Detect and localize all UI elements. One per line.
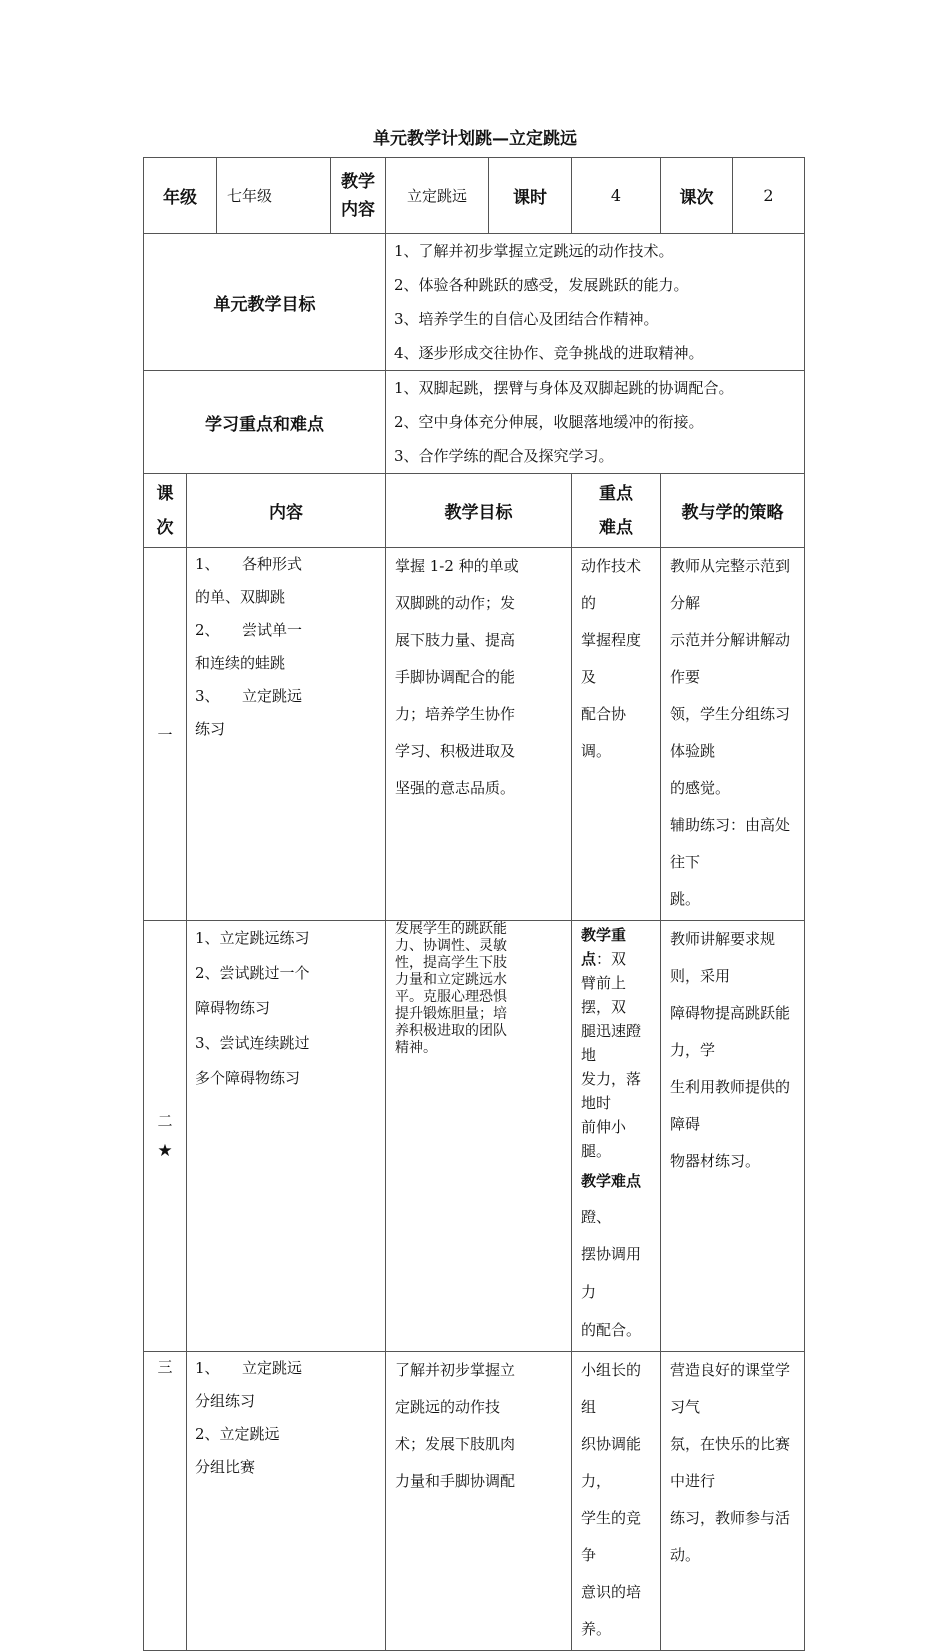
goal-line: 学习、积极进取及: [395, 742, 516, 760]
goal-line: 力量和立定跳远水: [395, 972, 507, 988]
lesson-content: [187, 548, 386, 921]
unit-goals-label: 单元教学目标: [144, 234, 386, 371]
focus-line: 掌握程度及: [581, 631, 642, 686]
content-line: 分组练习: [195, 1392, 256, 1410]
strategy-line: 教师从完整示范到分解: [670, 557, 791, 612]
focus-line: 织协调能力，: [581, 1435, 642, 1490]
focus-line: 蹬、: [581, 1208, 612, 1226]
focus-line: 前伸小腿。: [581, 1118, 627, 1160]
unit-goal-item: 2、体验各种跳跃的感受，发展跳跃的能力。: [394, 276, 689, 294]
focus-line: 臂前上摆，双: [581, 974, 627, 1016]
goal-line: 精神。: [395, 1040, 437, 1056]
focus-line: 摆协调用力: [581, 1245, 642, 1301]
focus-line: 的配合。: [581, 1321, 642, 1339]
strategy-line: 的感觉。: [670, 779, 731, 797]
lesson-focus: [572, 921, 661, 1352]
col-lesson-line1: 课: [156, 483, 174, 504]
content-line: 1、 各种形式: [195, 555, 303, 573]
goal-line: 提升锻炼胆量；培: [395, 1006, 507, 1022]
strategy-line: 辅助练习：由高处往下: [670, 816, 791, 871]
goal-line: 双脚跳的动作；发: [395, 594, 516, 612]
strategy-line: 氛，在快乐的比赛中进行: [670, 1435, 791, 1490]
strategy-line: 营造良好的课堂学习气: [670, 1361, 791, 1416]
content-line: 3、尝试连续跳过: [195, 1034, 310, 1052]
strategy-line: 领，学生分组练习体验跳: [670, 705, 791, 760]
col-focus: [572, 474, 661, 548]
lesson-number-text: 二: [157, 1112, 173, 1130]
key-points-label: 学习重点和难点: [144, 371, 386, 474]
col-focus-line1: 重点: [599, 483, 633, 504]
content-line: 2、尝试跳过一个: [195, 964, 310, 982]
focus-diff-label: 教学难点: [581, 1172, 642, 1190]
goal-line: 力量和手脚协调配: [395, 1472, 516, 1490]
content-line: 的单、双脚跳: [195, 588, 286, 606]
content-line: 分组比赛: [195, 1458, 256, 1476]
lesson-strategy: [661, 1352, 805, 1651]
unit-goals-list: [386, 234, 805, 371]
goal-line: 术；发展下肢肌肉: [395, 1435, 516, 1453]
table-row: [144, 921, 805, 1352]
strategy-line: 示范并分解讲解动作要: [670, 631, 791, 686]
lesson-strategy: [661, 921, 805, 1352]
strategy-line: 跳。: [670, 890, 701, 908]
focus-line: ：双: [596, 950, 627, 968]
focus-line: 发力，落地时: [581, 1070, 642, 1112]
strategy-line: 教师讲解要求规则，采用: [670, 930, 776, 985]
focus-line: 动作技术的: [581, 557, 642, 612]
focus-line: 学生的竞争: [581, 1509, 642, 1564]
hours-value: 4: [572, 158, 661, 234]
grade-label: 年级: [144, 158, 217, 234]
page-title: 单元教学计划跳—立定跳远: [373, 129, 577, 149]
focus-line: 小组长的组: [581, 1361, 642, 1416]
content-line: 2、立定跳远: [195, 1425, 280, 1443]
lesson-number: 一: [144, 548, 187, 921]
strategy-line: 障碍物提高跳跃能力，学: [670, 1004, 791, 1059]
goal-line: 平。克服心理恐惧: [395, 989, 507, 1005]
goal-line: 力、协调性、灵敏: [395, 938, 507, 954]
col-focus-line2: 难点: [599, 517, 633, 538]
strategy-line: 生利用教师提供的障碍: [670, 1078, 791, 1133]
star-icon: ★: [157, 1141, 173, 1161]
lesson-goal: [386, 548, 572, 921]
focus-line: 配合协调。: [581, 705, 627, 760]
key-point-item: 1、双脚起跳，摆臂与身体及双脚起跳的协调配合。: [394, 379, 734, 397]
lesson-goal: [386, 1352, 572, 1651]
lesson-focus: [572, 1352, 661, 1651]
content-label-line1: 教学: [341, 171, 375, 192]
hours-label: 课时: [489, 158, 572, 234]
unit-goal-item: 3、培养学生的自信心及团结合作精神。: [394, 310, 659, 328]
content-label-line2: 内容: [341, 199, 375, 220]
content-line: 2、 尝试单一: [195, 621, 303, 639]
focus-line: 意识的培养。: [581, 1583, 642, 1638]
content-line: 多个障碍物练习: [195, 1069, 301, 1087]
goal-line: 养积极进取的团队: [395, 1023, 507, 1039]
goal-line: 力；培养学生协作: [395, 705, 516, 723]
col-lesson-line2: 次: [156, 517, 174, 538]
goal-line: 发展学生的跳跃能: [395, 921, 507, 937]
table-row: [144, 548, 805, 921]
focus-line: 腿迅速蹬地: [581, 1022, 642, 1064]
strategy-line: 物器材练习。: [670, 1152, 761, 1170]
content-line: 3、 立定跳远: [195, 687, 303, 705]
content-value: 立定跳远: [386, 158, 489, 234]
goal-line: 了解并初步掌握立: [395, 1361, 516, 1379]
col-content: 内容: [187, 474, 386, 548]
lesson-value: 2: [733, 158, 805, 234]
col-strategy: 教与学的策略: [661, 474, 805, 548]
lesson-number: 三: [144, 1352, 187, 1651]
goal-line: 坚强的意志品质。: [395, 779, 516, 797]
lesson-focus: [572, 548, 661, 921]
focus-key-label: 教学重点: [581, 926, 627, 968]
content-label: [331, 158, 386, 234]
col-lesson: [144, 474, 187, 548]
lesson-label: 课次: [661, 158, 733, 234]
key-point-item: 3、合作学练的配合及探究学习。: [394, 447, 614, 465]
unit-goal-item: 4、逐步形成交往协作、竞争挑战的进取精神。: [394, 344, 704, 362]
goal-line: 定跳远的动作技: [395, 1398, 501, 1416]
goal-line: 手脚协调配合的能: [395, 668, 516, 686]
table-row: [144, 1352, 805, 1651]
col-goal: 教学目标: [386, 474, 572, 548]
goal-line: 性，提高学生下肢: [395, 955, 507, 971]
content-line: 练习: [195, 720, 226, 738]
lesson-plan-table: [143, 157, 805, 1651]
lesson-strategy: [661, 548, 805, 921]
content-line: 1、 立定跳远: [195, 1359, 303, 1377]
goal-line: 展下肢力量、提高: [395, 631, 516, 649]
lesson-content: [187, 1352, 386, 1651]
content-line: 障碍物练习: [195, 999, 271, 1017]
goal-line: 掌握 1-2 种的单或: [395, 557, 519, 575]
key-point-item: 2、空中身体充分伸展，收腿落地缓冲的衔接。: [394, 413, 704, 431]
unit-goal-item: 1、了解并初步掌握立定跳远的动作技术。: [394, 242, 674, 260]
lesson-goal: [386, 921, 572, 1352]
lesson-number: [144, 921, 187, 1352]
key-points-list: [386, 371, 805, 474]
content-line: 和连续的蛙跳: [195, 654, 286, 672]
content-line: 1、立定跳远练习: [195, 929, 310, 947]
lesson-content: [187, 921, 386, 1352]
strategy-line: 练习，教师参与活动。: [670, 1509, 791, 1564]
grade-value: 七年级: [217, 158, 331, 234]
